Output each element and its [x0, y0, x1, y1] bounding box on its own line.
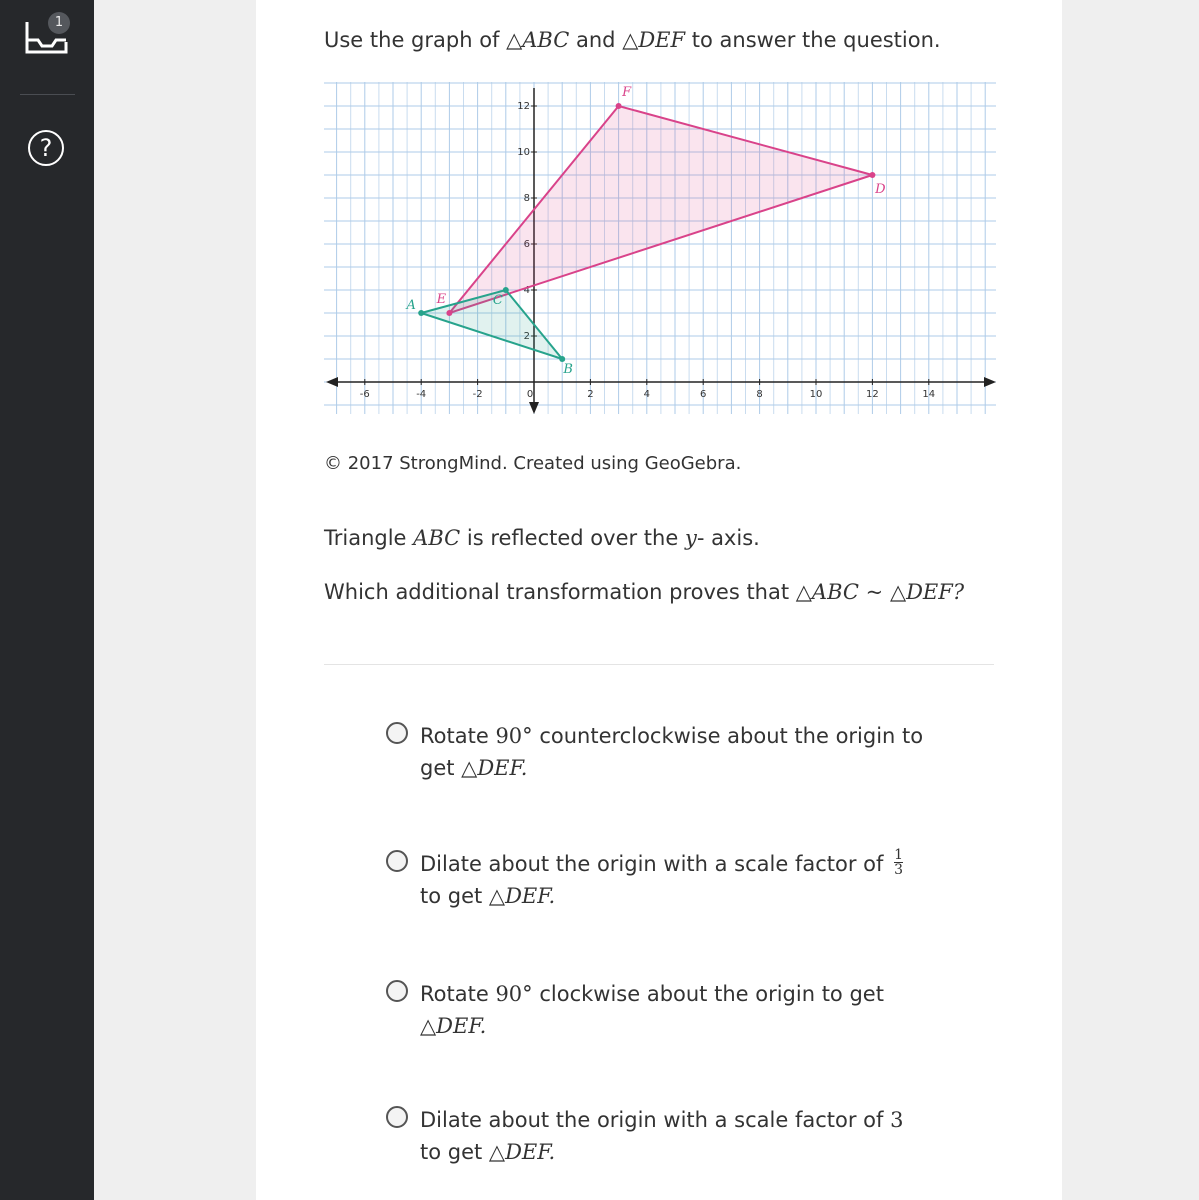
option-text — [420, 720, 930, 784]
point-label-d: D — [875, 182, 886, 197]
radio-button[interactable] — [386, 980, 408, 1002]
y-tick-label: 4 — [523, 285, 530, 296]
x-tick-label: 4 — [643, 389, 650, 400]
triangle-def-label: △DEF — [461, 756, 521, 780]
prompt-text: Use the graph of — [324, 28, 507, 52]
y-tick-label: 2 — [523, 331, 530, 342]
radio-button[interactable] — [386, 722, 408, 744]
sidebar-divider — [20, 94, 75, 95]
radio-button[interactable] — [386, 1106, 408, 1128]
point-label-c: C — [492, 293, 503, 308]
prompt-text: and — [569, 28, 623, 52]
option-text — [420, 978, 930, 1042]
x-axis-arrow-right — [984, 377, 996, 387]
prompt-text: to answer the question. — [685, 28, 941, 52]
x-tick-label: 10 — [809, 389, 823, 400]
x-tick-label: -4 — [416, 389, 427, 400]
question-prompt — [324, 28, 941, 52]
x-tick-label: 6 — [700, 389, 707, 400]
option-segment: to get — [420, 884, 489, 908]
statement-text: - axis. — [696, 526, 760, 550]
point-c — [503, 287, 509, 293]
sidebar — [0, 0, 94, 1200]
point-f — [616, 103, 622, 109]
fraction-numerator: 1 — [894, 846, 904, 863]
coordinate-graph — [324, 82, 996, 414]
x-tick-label: 8 — [756, 389, 763, 400]
axis-label: y — [684, 526, 697, 550]
point-label-e: E — [436, 292, 447, 307]
option-text — [420, 848, 930, 912]
triangle-abc-label: △ABC — [506, 28, 570, 52]
graph-credit: © 2017 StrongMind. Created using GeoGebra. — [324, 453, 742, 474]
radio-button[interactable] — [386, 850, 408, 872]
fraction-one-third — [894, 848, 903, 877]
help-icon: ? — [39, 134, 53, 162]
option-segment: Rotate — [420, 982, 496, 1006]
inbox-count-badge: 1 — [48, 12, 70, 34]
triangle-abc-label: ABC — [413, 526, 461, 550]
angle-value: 90° — [495, 724, 533, 748]
x-tick-label: 14 — [922, 389, 936, 400]
y-tick-label: 10 — [517, 147, 530, 158]
y-axis-arrow-down — [529, 402, 539, 414]
question-text — [324, 580, 964, 604]
statement-text: is reflected over the — [460, 526, 685, 550]
similar-symbol: ~ — [858, 580, 890, 604]
help-button[interactable] — [28, 130, 64, 166]
option-segment: clockwise about the origin to get — [532, 982, 884, 1006]
triangle-def-label: △DEF — [622, 28, 686, 52]
x-tick-label: -2 — [472, 389, 483, 400]
option-period: . — [548, 884, 556, 908]
x-tick-label: 12 — [866, 389, 879, 400]
point-label-a: A — [406, 298, 416, 313]
option-period: . — [479, 1014, 487, 1038]
y-tick-label: 6 — [523, 239, 530, 250]
question-panel — [256, 0, 1062, 1200]
option-segment: counterclockwise about the origin to get — [420, 724, 924, 780]
angle-value: 90° — [495, 982, 533, 1006]
scale-factor-value: 3 — [890, 1108, 904, 1132]
triangle-def-label: △DEF — [488, 1140, 549, 1164]
point-e — [446, 310, 452, 316]
x-tick-label: 2 — [587, 389, 594, 400]
inbox-button[interactable] — [20, 10, 72, 58]
option-segment: to get — [420, 1140, 489, 1164]
fraction-denominator: 3 — [894, 861, 904, 878]
y-tick-label: 8 — [523, 193, 530, 204]
y-tick-label: 12 — [517, 101, 530, 112]
triangle-abc-label: △ABC — [795, 580, 859, 604]
triangle-def-label: △DEF — [488, 884, 549, 908]
point-label-b: B — [563, 362, 573, 377]
point-d — [869, 172, 875, 178]
triangle-def-label: △DEF — [420, 1014, 480, 1038]
option-period: . — [548, 1140, 556, 1164]
option-segment: Dilate about the origin with a scale factor of — [420, 1108, 891, 1132]
triangle-def-label: △DEF — [889, 580, 953, 604]
statement-text: Triangle — [324, 526, 414, 550]
point-label-f: F — [622, 85, 632, 100]
point-a — [418, 310, 424, 316]
option-period: . — [520, 756, 528, 780]
option-text — [420, 1104, 930, 1168]
x-axis-arrow-left — [326, 377, 338, 387]
x-tick-label: -6 — [359, 389, 370, 400]
question-mark: ? — [952, 580, 965, 604]
option-segment: Dilate about the origin with a scale factor of — [420, 852, 891, 876]
question-segment: Which additional transformation proves that — [324, 580, 796, 604]
answer-divider — [324, 664, 994, 665]
x-tick-label: 0 — [526, 389, 534, 400]
reflection-statement — [324, 526, 760, 550]
option-segment: Rotate — [420, 724, 496, 748]
